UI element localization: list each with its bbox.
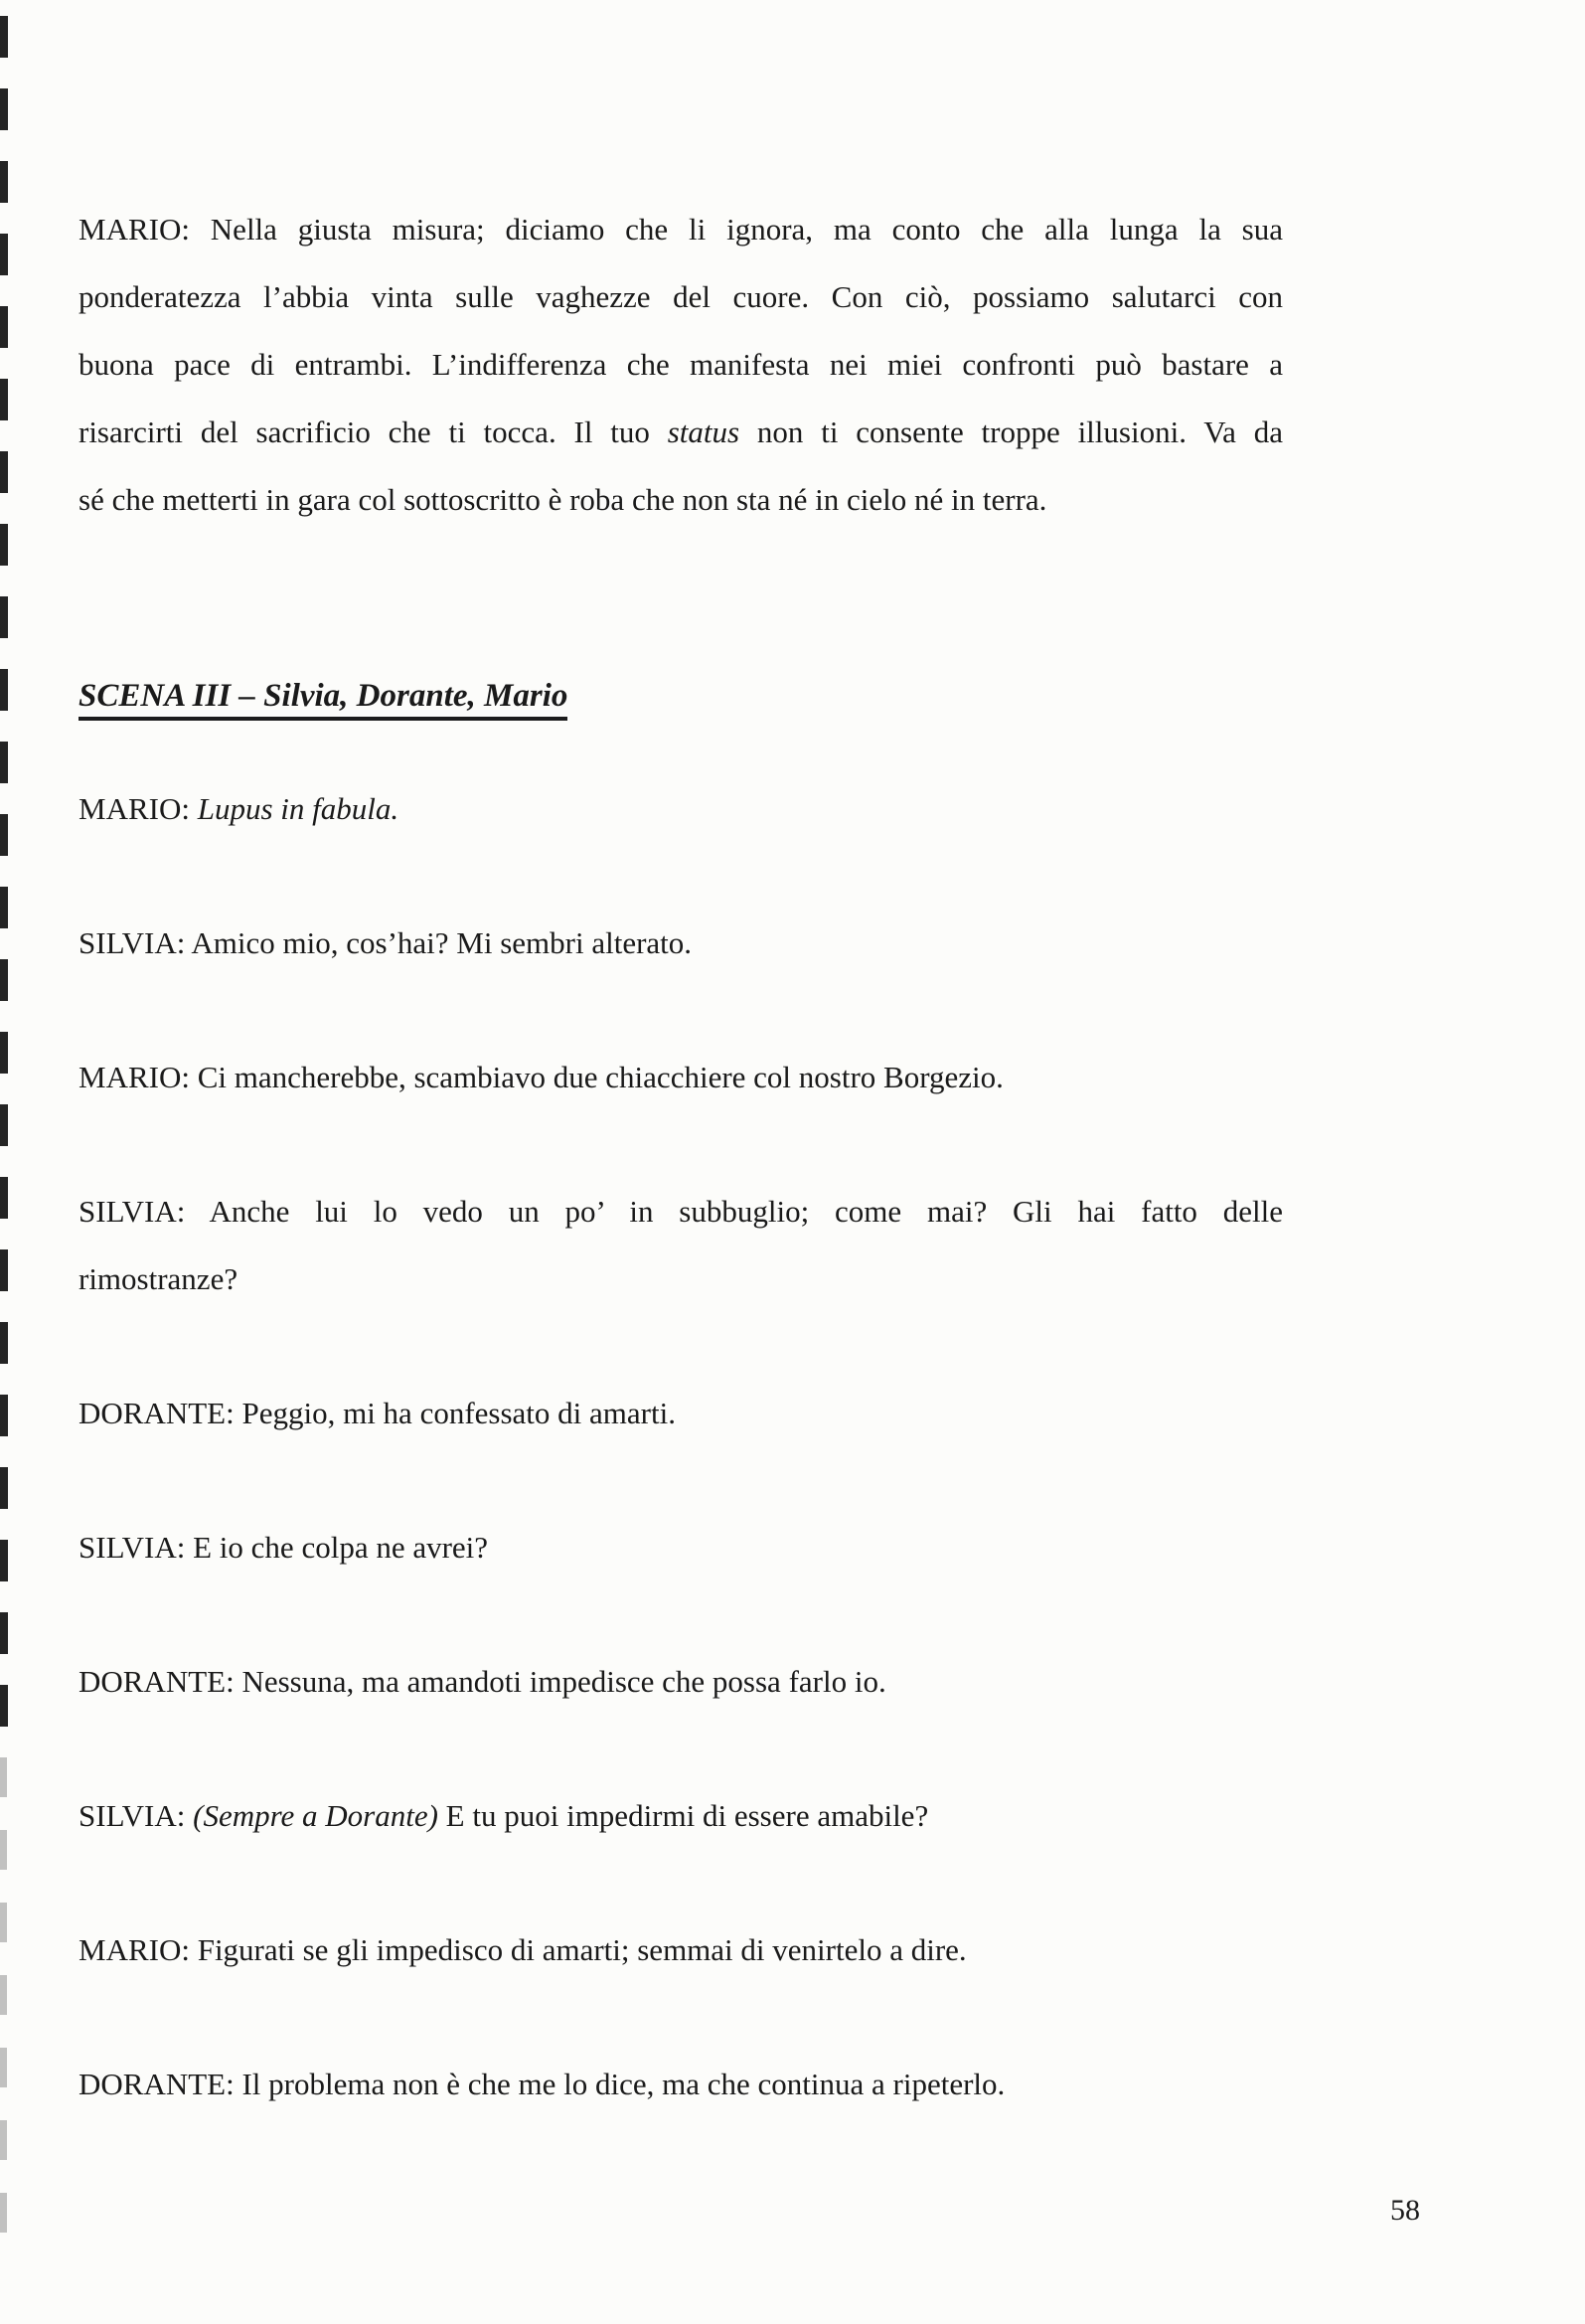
binding-marks-faded [0, 1757, 7, 2254]
speaker-label: MARIO: [79, 791, 190, 826]
italic-text-run: status [667, 415, 740, 449]
text-run: Il problema non è che me lo dice, ma che continua a ripeterlo. [234, 2067, 1006, 2101]
speech-line [79, 2051, 1283, 2118]
speaker-label: SILVIA: [79, 925, 186, 960]
speech-line [79, 1514, 1283, 1581]
speaker-label: MARIO: [79, 1932, 190, 1967]
scene-heading-text: SCENA III – Silvia, Dorante, Mario [79, 678, 567, 721]
text-run: Peggio, mi ha confessato di amarti. [234, 1396, 676, 1430]
speaker-label: DORANTE: [79, 1664, 235, 1699]
script-text [79, 196, 1283, 2185]
text-run: E io che colpa ne avrei? [185, 1530, 489, 1565]
speech-mario-1 [79, 196, 1283, 534]
speech-silvia-4 [79, 1782, 1283, 1850]
speech-dorante-3 [79, 2051, 1283, 2118]
italic-text-run: Lupus in fabula. [189, 791, 399, 826]
speech-silvia-2 [79, 1178, 1283, 1313]
speech-line [79, 1044, 1283, 1111]
text-run: Amico mio, cos’hai? Mi sembri alterato. [185, 925, 693, 960]
binding-marks [0, 16, 8, 1757]
speech-dorante-1 [79, 1380, 1283, 1447]
speech-line [79, 775, 1283, 843]
text-run: rimostranze? [79, 1261, 238, 1296]
speech-silvia-3 [79, 1514, 1283, 1581]
scene-heading [79, 662, 1283, 730]
speaker-label: SILVIA: [79, 1798, 186, 1833]
speech-line [79, 331, 1283, 399]
text-run: risarcirti del sacrificio che ti tocca. Il tuo [79, 415, 668, 449]
speech-line [79, 910, 1283, 977]
speaker-label: MARIO: [79, 212, 190, 247]
speech-silvia-1 [79, 910, 1283, 977]
text-run: Nessuna, ma amandoti impedisce che possa farlo io. [234, 1664, 886, 1699]
speech-line [79, 263, 1283, 331]
text-run: Anche lui lo vedo un po’ in subbuglio; come mai? Gli hai fatto delle [185, 1194, 1283, 1229]
speech-line [79, 1916, 1283, 1984]
speech-mario-4 [79, 1916, 1283, 1984]
speech-line [79, 1782, 1283, 1850]
text-run: ponderatezza l’abbia vinta sulle vaghezze del cuore. Con ciò, possiamo salutarci con [79, 279, 1283, 314]
text-run: Ci mancherebbe, scambiavo due chiacchiere col nostro Borgezio. [189, 1060, 1004, 1094]
text-run: buona pace di entrambi. L’indifferenza che manifesta nei miei confronti può bastare a [79, 347, 1283, 382]
speaker-label: SILVIA: [79, 1530, 186, 1565]
speech-line [79, 1178, 1283, 1245]
speech-line [79, 196, 1283, 263]
speaker-label: MARIO: [79, 1060, 190, 1094]
speaker-label: DORANTE: [79, 2067, 235, 2101]
speech-line [79, 1648, 1283, 1716]
speech-mario-2 [79, 775, 1283, 843]
speech-line [79, 1245, 1283, 1313]
speech-line [79, 399, 1283, 466]
speech-mario-3 [79, 1044, 1283, 1111]
speech-line [79, 466, 1283, 534]
speech-dorante-2 [79, 1648, 1283, 1716]
stage-direction: (Sempre a Dorante) [185, 1798, 438, 1833]
text-run: Figurati se gli impedisco di amarti; semmai di venirtelo a dire. [189, 1932, 967, 1967]
text-run: Nella giusta misura; diciamo che li ignora, ma conto che alla lunga la sua [189, 212, 1283, 247]
text-run: sé che metterti in gara col sottoscritto è roba che non sta né in cielo né in terra. [79, 482, 1047, 517]
text-run: E tu puoi impedirmi di essere amabile? [437, 1798, 929, 1833]
page-number: 58 [1390, 2194, 1420, 2227]
speaker-label: SILVIA: [79, 1194, 186, 1229]
speaker-label: DORANTE: [79, 1396, 235, 1430]
speech-line [79, 1380, 1283, 1447]
text-run: non ti consente troppe illusioni. Va da [739, 415, 1283, 449]
